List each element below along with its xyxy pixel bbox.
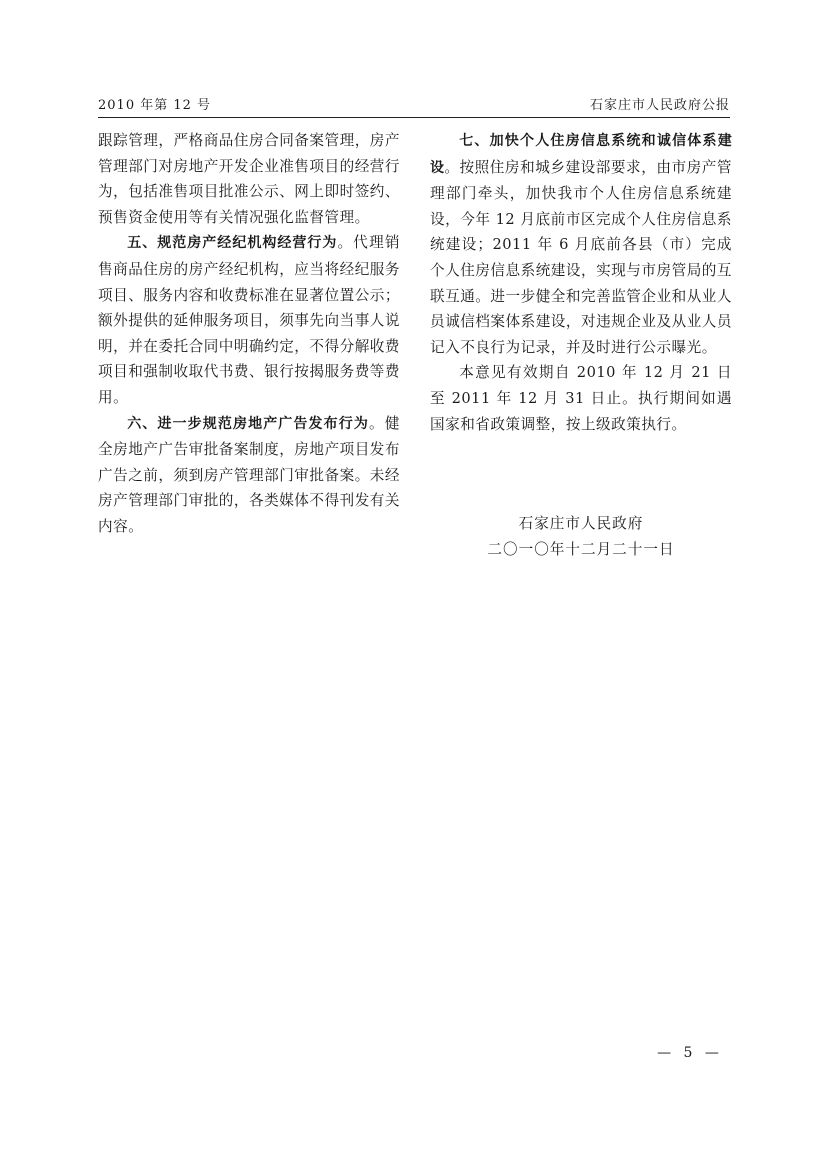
section-7-body: 。按照住房和城乡建设部要求，由市房产管理部门牵头，加快我市个人住房信息系统建设，今年 12 月底前市区完成个人住房信息系统建设；2011 年 6 月底前各县（市）完成个人住房信息系统建设，实现与市房管局的互联互通。进一步健全和完善监管企业和从业人员诚信档案体系建设，对违规企业及从业人员记入不良行为记录，并及时进行公示曝光。 [430,158,732,356]
section-5-body: 。代理销售商品住房的房产经纪机构，应当将经纪服务项目、服务内容和收费标准在显著位置公示；额外提供的延伸服务项目，须事先向当事人说明，并在委托合同中明确约定，不得分解收费项目和强制收取代书费、银行按揭服务费等费用。 [98,234,400,406]
paragraph-section-7 [430,128,732,360]
issue-number: 2010 年第 12 号 [98,98,212,113]
page-number: — 5 — [657,1045,723,1061]
publication-title: 石家庄市人民政府公报 [589,98,730,113]
right-column [430,128,732,437]
signature-date: 二〇一〇年十二月二十一日 [487,541,675,558]
section-5-heading: 五、规范房产经纪机构经营行为 [127,235,338,252]
section-7-heading: 七、加快个人住房信息系统和诚信体系建设 [430,133,732,176]
paragraph-continued: 跟踪管理，严格商品住房合同备案管理，房产管理部门对房地产开发企业准售项目的经营行为，包括准售项目批准公示、网上即时签约、预售资金使用等有关情况强化监督管理。 [98,132,400,226]
left-column [98,128,400,540]
running-header [98,96,730,116]
signature-organization: 石家庄市人民政府 [518,515,644,532]
paragraph-section-6 [98,411,400,540]
section-6-body: 。健全房地产广告审批备案制度，房地产项目发布广告之前，须到房产管理部门审批备案。未经房产管理部门审批的，各类媒体不得刊发有关内容。 [98,414,400,535]
paragraph-validity: 本意见有效期自 2010 年 12 月 21 日至 2011 年 12 月 31 日止。执行期间如遇国家和省政策调整，按上级政策执行。 [430,364,732,433]
header-rule [98,117,730,118]
section-6-heading: 六、进一步规范房地产广告发布行为 [127,415,369,432]
paragraph-section-5 [98,230,400,410]
